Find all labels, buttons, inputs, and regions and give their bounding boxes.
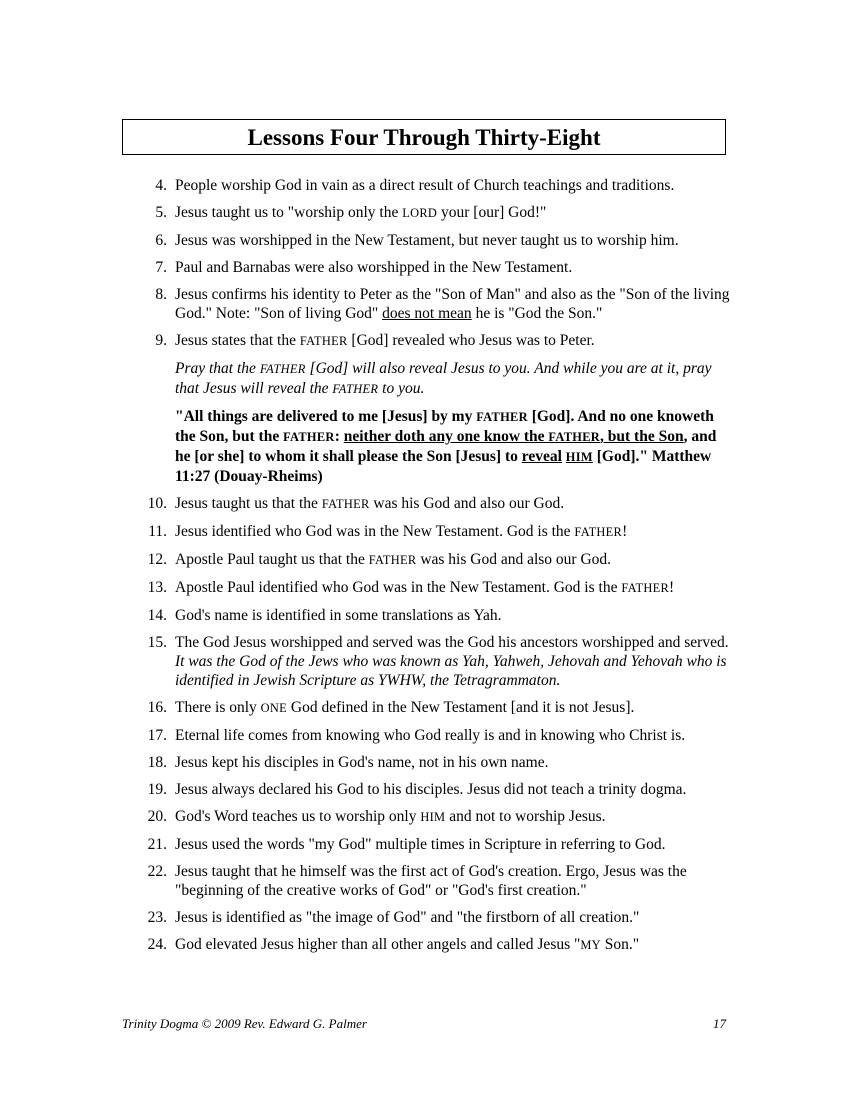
small-caps-run: FATHER: [332, 382, 379, 396]
list-item: [135, 494, 735, 514]
list-item: [135, 835, 735, 854]
item-number: 5.: [155, 204, 167, 221]
text-run: :: [334, 428, 344, 445]
item-number: 6.: [155, 232, 167, 249]
item-text: [175, 550, 735, 570]
text-run: [God] revealed who Jesus was to Peter.: [347, 332, 595, 349]
text-run: God's Word teaches us to worship only: [175, 808, 421, 825]
item-text: Jesus kept his disciples in God's name, not in his own name.: [175, 754, 549, 771]
text-run: he is "God the Son.": [471, 305, 603, 322]
item-number: 13.: [147, 579, 167, 596]
item-text: [175, 698, 735, 718]
small-caps-run: MY: [580, 938, 601, 952]
text-run: neither doth any one know the: [343, 428, 549, 445]
prayer-note: [175, 359, 735, 399]
text-run: [God]. And no one knoweth the Son, but the: [175, 408, 714, 445]
item-text: God's name is identified in some translations as Yah.: [175, 607, 502, 624]
list-item: [135, 550, 735, 570]
item-text: Jesus taught that he himself was the first act of God's creation. Ergo, Jesus was the "beginning of the creative works of God" or "God's first creation.": [175, 863, 687, 899]
small-caps-run: FATHER: [321, 497, 370, 511]
list-item: [135, 606, 735, 625]
small-caps-run: FATHER: [548, 430, 601, 444]
item-number: 24.: [147, 936, 167, 953]
text-run: God elevated Jesus higher than all other angels and called Jesus ": [175, 936, 581, 953]
list-item: [135, 633, 735, 690]
item-text: [175, 522, 735, 542]
text-run: Jesus taught us that the: [175, 495, 322, 512]
footer-copyright: Trinity Dogma © 2009 Rev. Edward G. Palmer: [122, 1016, 367, 1031]
page-title: Lessons Four Through Thirty-Eight: [247, 124, 601, 150]
item-text: Jesus was worshipped in the New Testament, but never taught us to worship him.: [175, 232, 679, 249]
item-number: 12.: [147, 551, 167, 568]
list-item: [135, 807, 735, 827]
text-run: , and he [or she] to whom it shall please the Son [Jesus] to: [175, 428, 717, 465]
item-number: 20.: [147, 808, 167, 825]
list-item: [135, 176, 735, 195]
item-text: [175, 578, 735, 598]
item-number: 9.: [155, 332, 167, 349]
list-item: [135, 698, 735, 718]
item-text: People worship God in vain as a direct result of Church teachings and traditions.: [175, 177, 675, 194]
text-run: Jesus identified who God was in the New Testament. God is the: [175, 523, 575, 540]
item-text: [175, 494, 735, 514]
small-caps-run: FATHER: [574, 525, 623, 539]
small-caps-run: FATHER: [621, 581, 670, 595]
text-run: and not to worship Jesus.: [445, 808, 606, 825]
list-item: [135, 862, 735, 900]
scripture-quote: [175, 407, 735, 486]
text-run: was his God and also our God.: [416, 551, 612, 568]
item-number: 7.: [155, 259, 167, 276]
list-item: [135, 231, 735, 250]
list-item: [135, 522, 735, 542]
small-caps-run: FATHER: [368, 553, 417, 567]
list-item: [135, 908, 735, 927]
list-item: [135, 285, 735, 323]
text-run: God defined in the New Testament [and it is not Jesus].: [287, 699, 635, 716]
item-number: 10.: [147, 495, 167, 512]
text-run: Jesus confirms his identity to Peter as the "Son of Man" and also as the "Son of the living God." Note: "Son of living God": [175, 286, 730, 322]
item-text: Eternal life comes from knowing who God really is and in knowing who Christ is.: [175, 727, 686, 744]
text-run: !: [669, 579, 675, 596]
lesson-list: [135, 176, 735, 963]
small-caps-run: FATHER: [476, 410, 528, 424]
item-number: 11.: [148, 523, 167, 540]
small-caps-run: ONE: [260, 701, 288, 715]
item-text: [175, 203, 735, 223]
list-item: [135, 935, 735, 955]
title-box: [122, 119, 726, 155]
item-text: [175, 935, 735, 955]
text-run: Jesus states that the: [175, 332, 300, 349]
item-number: 14.: [147, 607, 167, 624]
underlined-run: does not mean: [382, 305, 472, 322]
list-item: [135, 578, 735, 598]
text-run: was his God and also our God.: [369, 495, 565, 512]
text-run: , but the Son: [600, 428, 684, 445]
small-caps-run: FATHER: [283, 430, 335, 444]
text-run: The God Jesus worshipped and served was the God his ancestors worshipped and served.: [175, 634, 729, 651]
item-text: [175, 807, 735, 827]
item-number: 16.: [147, 699, 167, 716]
text-run: [God]." Matthew 11:27 (Douay-Rheims): [175, 448, 712, 485]
text-run: "All things are delivered to me [Jesus] by my: [175, 408, 477, 425]
list-item: [135, 203, 735, 223]
item-number: 21.: [147, 836, 167, 853]
small-caps-run: FATHER: [299, 334, 348, 348]
list-item: [135, 331, 735, 351]
item-number: 8.: [155, 286, 167, 303]
small-caps-run: LORD: [402, 206, 438, 220]
item-text: [175, 633, 735, 690]
text-run: Apostle Paul taught us that the: [175, 551, 369, 568]
underlined-run: [344, 428, 684, 445]
item-number: 19.: [147, 781, 167, 798]
list-item: [135, 726, 735, 745]
item-text: Paul and Barnabas were also worshipped in the New Testament.: [175, 259, 573, 276]
text-run: There is only: [175, 699, 261, 716]
text-run: Jesus taught us to "worship only the: [175, 204, 403, 221]
small-caps-run: FATHER: [259, 362, 306, 376]
item-text: Jesus always declared his God to his disciples. Jesus did not teach a trinity dogma.: [175, 781, 687, 798]
item-number: 15.: [147, 634, 167, 651]
item-number: 17.: [147, 727, 167, 744]
item-text: [175, 285, 735, 323]
text-run: Apostle Paul identified who God was in the New Testament. God is the: [175, 579, 622, 596]
item-text: [175, 331, 735, 351]
text-run: Son.": [600, 936, 640, 953]
small-caps-run: HIM: [420, 810, 446, 824]
text-run: your [our] God!": [437, 204, 547, 221]
item-number: 23.: [147, 909, 167, 926]
text-run: to you.: [378, 380, 425, 397]
text-run: Pray that the: [175, 360, 260, 377]
list-item: [135, 753, 735, 772]
item-number: 22.: [147, 863, 167, 880]
page-footer: [122, 1016, 726, 1032]
list-item: [135, 258, 735, 277]
small-caps-run: HIM: [565, 450, 593, 464]
text-run: [God] will also reveal Jesus to you. And while you are at it, pray that Jesus will reveal the: [175, 360, 712, 397]
item-number: 18.: [147, 754, 167, 771]
text-run: !: [622, 523, 628, 540]
item-text: Jesus is identified as "the image of God" and "the firstborn of all creation.": [175, 909, 640, 926]
underlined-run: reveal: [521, 448, 562, 465]
item-number: 4.: [155, 177, 167, 194]
item-text: Jesus used the words "my God" multiple times in Scripture in referring to God.: [175, 836, 666, 853]
italic-run: It was the God of the Jews who was known as Yah, Yahweh, Jehovah and Yehovah who is identified in Jewish Scripture as YWHW, the Tetragrammaton.: [175, 653, 727, 689]
list-item: [135, 780, 735, 799]
page-number: 17: [713, 1016, 726, 1031]
